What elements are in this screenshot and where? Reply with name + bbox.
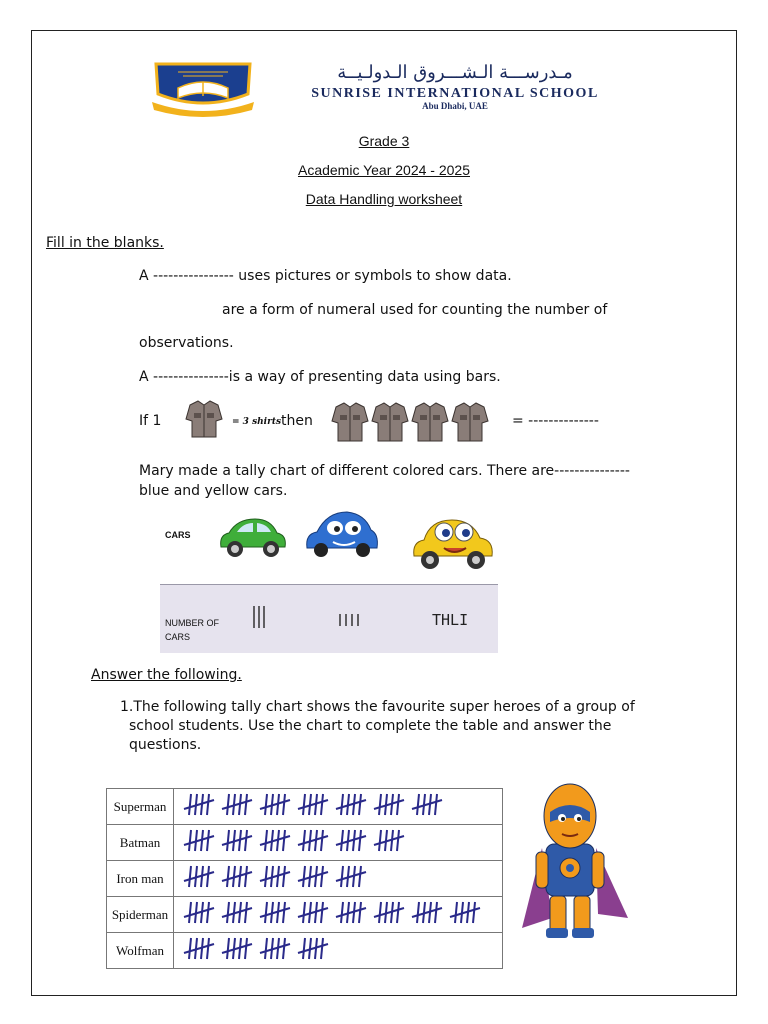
tally-marks	[174, 789, 502, 820]
hero-name-cell: Iron man	[107, 861, 174, 897]
shirts-then-text: then	[281, 413, 313, 429]
superheroes-question-line2: school students. Use the chart to complete the table and answer the	[129, 718, 612, 734]
superhero-illustration-icon	[512, 778, 632, 946]
tally-group-five	[184, 794, 214, 815]
tally-group-five	[184, 938, 214, 959]
hero-name-cell: Wolfman	[107, 933, 174, 969]
fill-blanks-heading: Fill in the blanks.	[46, 235, 164, 251]
tally-group-five	[184, 902, 214, 923]
tally-group-five	[260, 794, 290, 815]
tally-group-five	[298, 902, 328, 923]
shirt-key-label: = 3 shirts	[232, 417, 282, 427]
shirts-answer-blank: = --------------	[512, 413, 599, 429]
tally-marks	[174, 861, 502, 892]
shirts-if-text: If 1	[139, 413, 162, 429]
green-car-tally	[250, 604, 270, 630]
tally-group-five	[336, 866, 366, 887]
tally-group-five	[412, 794, 442, 815]
hero-tally-cell	[174, 789, 503, 825]
yellow-car-icon	[410, 508, 496, 574]
tally-group-five	[374, 902, 404, 923]
school-location: Abu Dhabi, UAE	[422, 101, 488, 111]
green-car-icon	[215, 513, 289, 561]
grade-title: Grade 3	[358, 133, 410, 149]
tally-marks	[174, 933, 502, 964]
question-tally-marks-cont: observations.	[139, 335, 234, 351]
superheroes-question-line1: 1.The following tally chart shows the favourite super heroes of a group of	[120, 699, 635, 715]
tally-group-five	[260, 830, 290, 851]
table-row	[107, 897, 503, 933]
four-shirts-icon	[330, 401, 492, 445]
worksheet-title: Data Handling worksheet	[305, 191, 463, 207]
number-of-cars-label: NUMBER OF CARS	[165, 618, 219, 642]
tally-marks	[174, 825, 502, 856]
tally-group-five	[336, 830, 366, 851]
tally-group-five	[260, 902, 290, 923]
tally-group-five	[222, 830, 252, 851]
question-cars-line2: blue and yellow cars.	[139, 483, 288, 499]
tally-group-five	[298, 830, 328, 851]
question-bar-graph: A ---------------is a way of presenting data using bars.	[139, 369, 501, 385]
hero-tally-cell	[174, 861, 503, 897]
table-row	[107, 789, 503, 825]
hero-name-cell: Batman	[107, 825, 174, 861]
table-row	[107, 825, 503, 861]
table-row	[107, 933, 503, 969]
hero-name-cell: Spiderman	[107, 897, 174, 933]
hero-tally-cell	[174, 933, 503, 969]
tally-group-five	[184, 866, 214, 887]
tally-group-five	[336, 794, 366, 815]
cars-label: CARS	[165, 530, 191, 540]
tally-group-five	[374, 830, 404, 851]
tally-group-five	[222, 866, 252, 887]
hero-name-cell: Superman	[107, 789, 174, 825]
hero-tally-cell	[174, 897, 503, 933]
tally-group-five	[336, 902, 366, 923]
school-name-english: SUNRISE INTERNATIONAL SCHOOL	[311, 86, 599, 101]
table-row	[107, 861, 503, 897]
tally-group-five	[412, 902, 442, 923]
tally-group-five	[260, 866, 290, 887]
blue-car-tally	[336, 612, 370, 628]
question-tally-marks: are a form of numeral used for counting the number of	[222, 302, 608, 318]
school-name-arabic: مـدرســـة الـشـــروق الـدولـيــة	[337, 62, 573, 83]
hero-tally-cell	[174, 825, 503, 861]
tally-group-five	[298, 938, 328, 959]
tally-group-five	[222, 902, 252, 923]
tally-group-five	[374, 794, 404, 815]
academic-year: Academic Year 2024 - 2025	[297, 162, 470, 178]
shirt-key-icon	[182, 399, 232, 439]
answer-following-heading: Answer the following.	[91, 667, 242, 683]
tally-group-five	[298, 794, 328, 815]
tally-group-five	[298, 866, 328, 887]
tally-group-five	[184, 830, 214, 851]
question-pictograph: A ---------------- uses pictures or symbols to show data.	[139, 268, 512, 284]
tally-group-five	[450, 902, 480, 923]
superhero-tally-table	[106, 788, 503, 969]
superheroes-question-line3: questions.	[129, 737, 202, 753]
tally-group-five	[222, 938, 252, 959]
tally-group-five	[222, 794, 252, 815]
blue-car-icon	[303, 508, 381, 560]
tally-marks	[174, 897, 502, 928]
school-logo-icon	[148, 58, 258, 118]
tally-group-five	[260, 938, 290, 959]
question-cars-line1: Mary made a tally chart of different colored cars. There are---------------	[139, 463, 630, 479]
yellow-car-tally: THLI	[432, 611, 469, 629]
